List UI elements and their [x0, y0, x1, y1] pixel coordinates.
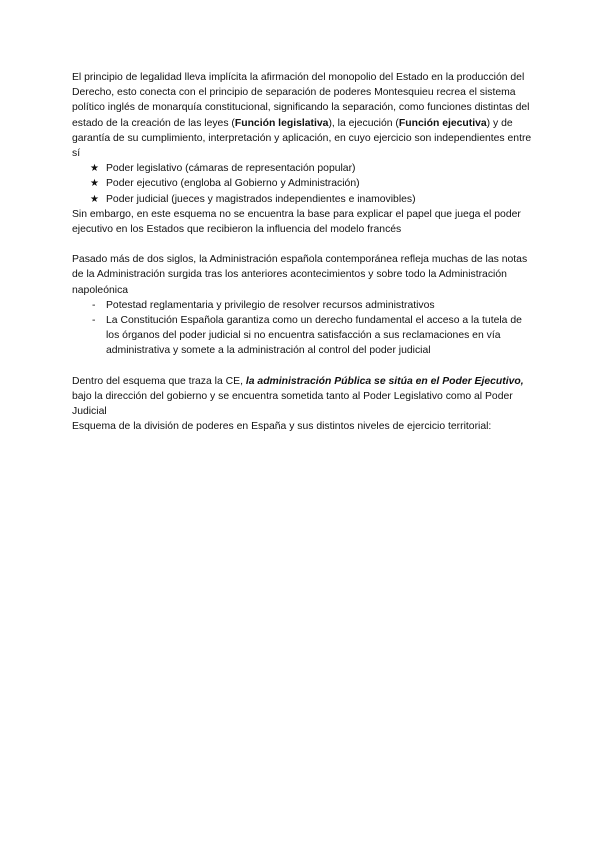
list-item: [72, 176, 532, 191]
poderes-star-list: [72, 161, 532, 207]
list-item: [72, 161, 532, 176]
list-item-text: Poder legislativo (cámaras de representación popular): [106, 163, 356, 175]
star-bullet-icon: ★: [90, 193, 99, 205]
paragraph-text: El principio de legalidad lleva implícita la afirmación del monopolio del Estado en la producción del Derecho, esto conecta con el principio de separación de poderes Montesquieu recrea el sistema político inglés de monarquía constitucional, significando la separación, como funciones distintas del estado de la creación de las leyes (: [72, 72, 530, 129]
paragraph-sin-embargo: Sin embargo, en este esquema no se encuentra la base para explicar el papel que juega el poder ejecutivo en los Estados que recibieron la influencia del modelo francés: [72, 208, 521, 236]
paragraph-esquema-ce: [72, 374, 532, 420]
list-item-text: La Constitución Española garantiza como un derecho fundamental el acceso a la tutela de los órganos del poder judicial si no encuentra satisfacción a sus reclamaciones en vía administrativa y somete a la administración al control del poder judicial: [106, 315, 522, 357]
paragraph-esquema-division-poderes: Esquema de la división de poderes en España y sus distintos niveles de ejercicio territorial:: [72, 421, 492, 433]
dash-bullet: -: [92, 299, 96, 311]
list-item: [72, 298, 532, 313]
paragraph-spacer: [72, 237, 532, 252]
paragraph-text: bajo la dirección del gobierno y se encuentra sometida tanto al Poder Legislativo como al Poder Judicial: [72, 390, 513, 418]
bold-funcion-ejecutiva: Función ejecutiva: [398, 117, 487, 129]
list-item: [72, 313, 532, 359]
administracion-dash-list: [72, 298, 532, 359]
document-body: [72, 70, 532, 434]
star-bullet-icon: ★: [90, 178, 99, 190]
paragraph-text: Dentro del esquema que traza la CE,: [72, 375, 246, 387]
list-item-text: Poder judicial (jueces y magistrados independientes e inamovibles): [106, 193, 416, 205]
bold-italic-administracion-publica: la administración Pública se sitúa en el Poder Ejecutivo,: [245, 375, 524, 387]
paragraph-text: ), la ejecución (: [328, 117, 399, 129]
list-item: [72, 192, 532, 207]
paragraph-pasado-dos-siglos: Pasado más de dos siglos, la Administración española contemporánea refleja muchas de las notas de la Administración surgida tras los anteriores acontecimientos y sobre todo la Administración napoleónica: [72, 254, 528, 296]
bold-funcion-legislativa: Función legislativa: [234, 117, 329, 129]
paragraph-text: ) y de garantía de su cumplimiento, interpretación y aplicación, en cuyo ejercicio son independientes entre sí: [72, 117, 532, 160]
list-item-text: Poder ejecutivo (engloba al Gobierno y Administración): [106, 178, 360, 190]
dash-bullet: -: [92, 315, 96, 327]
list-item-text: Potestad reglamentaria y privilegio de resolver recursos administrativos: [106, 299, 435, 311]
star-bullet-icon: ★: [90, 163, 99, 175]
paragraph-spacer: [72, 359, 532, 374]
paragraph-principio-legalidad: [72, 70, 532, 161]
